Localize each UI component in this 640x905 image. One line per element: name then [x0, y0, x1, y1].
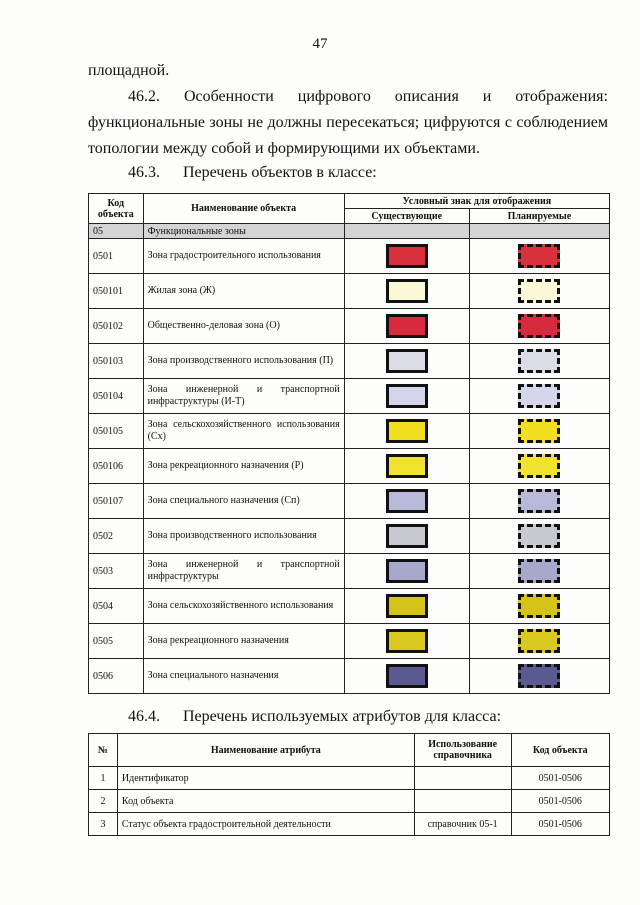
symbol-planned-cell [469, 309, 609, 344]
planned-symbol [518, 664, 560, 688]
object-code: 0502 [89, 519, 144, 554]
attribute-name: Статус объекта градостроительной деятельности [117, 813, 414, 836]
planned-symbol [518, 594, 560, 618]
section-title: Перечень используемых атрибутов для класса: [183, 708, 502, 725]
header-planned: Планируемые [469, 209, 609, 224]
group-code: 05 [89, 224, 144, 239]
table-row [89, 790, 610, 813]
object-name: Жилая зона (Ж) [143, 274, 344, 309]
table-row [89, 379, 610, 414]
object-name: Зона сельскохозяйственного использования [143, 589, 344, 624]
attributes-table [88, 733, 610, 836]
symbol-existing-cell [344, 274, 469, 309]
word: описания [394, 88, 459, 105]
symbol-existing-cell [344, 624, 469, 659]
paragraph-46-2-first-line [88, 84, 608, 110]
table-row [89, 624, 610, 659]
symbol-planned-cell [469, 519, 609, 554]
symbol-planned-cell [469, 554, 609, 589]
object-code: 0503 [89, 554, 144, 589]
object-code: 0501 [89, 239, 144, 274]
table-row [89, 309, 610, 344]
symbol-existing-cell [344, 309, 469, 344]
existing-symbol [386, 454, 428, 478]
page-number: 47 [312, 36, 328, 52]
object-name: Зона рекреационного назначения [143, 624, 344, 659]
object-code: 050107 [89, 484, 144, 519]
object-name: Зона специального назначения [143, 659, 344, 694]
header-reference: Использование справочника [414, 734, 511, 767]
object-code: 0505 [89, 624, 144, 659]
existing-symbol [386, 594, 428, 618]
attribute-object-code: 0501-0506 [511, 767, 609, 790]
existing-symbol [386, 384, 428, 408]
object-code: 050102 [89, 309, 144, 344]
word: Особенности [183, 88, 274, 105]
planned-symbol [518, 419, 560, 443]
header-name: Наименование объекта [143, 194, 344, 224]
existing-symbol [386, 489, 428, 513]
object-name: Зона производственного использования (П) [143, 344, 344, 379]
header-symbol: Условный знак для отображения [344, 194, 609, 209]
table-row [89, 767, 610, 790]
attribute-name: Идентификатор [117, 767, 414, 790]
section-heading-46-3 [128, 164, 377, 182]
existing-symbol [386, 349, 428, 373]
table-row [89, 484, 610, 519]
symbol-existing-cell [344, 484, 469, 519]
planned-symbol [518, 524, 560, 548]
paragraph-46-2 [88, 84, 608, 162]
planned-symbol [518, 244, 560, 268]
symbol-existing-cell [344, 519, 469, 554]
object-code: 050105 [89, 414, 144, 449]
header-object-code: Код объекта [511, 734, 609, 767]
header-attribute-name: Наименование атрибута [117, 734, 414, 767]
planned-symbol [518, 489, 560, 513]
existing-symbol [386, 664, 428, 688]
section-heading-46-4 [128, 708, 501, 726]
planned-symbol [518, 349, 560, 373]
word: и [482, 88, 492, 105]
symbol-planned-cell [469, 379, 609, 414]
existing-symbol [386, 559, 428, 583]
object-code: 0506 [89, 659, 144, 694]
planned-symbol [518, 384, 560, 408]
table-row [89, 659, 610, 694]
symbol-planned-cell [469, 484, 609, 519]
existing-symbol [386, 314, 428, 338]
paragraph-46-2-rest: функциональные зоны не должны пересекаться; цифруются с соблюдением топологии между собой и формирующими их объектами. [88, 114, 608, 157]
attribute-number: 3 [89, 813, 118, 836]
table-row [89, 414, 610, 449]
object-name: Зона инженерной и транспортной инфраструктуры (И-Т) [143, 379, 344, 414]
table-row [89, 519, 610, 554]
existing-symbol [386, 629, 428, 653]
symbol-existing-cell [344, 449, 469, 484]
attribute-reference: справочник 05-1 [414, 813, 511, 836]
planned-symbol [518, 454, 560, 478]
table-row [89, 813, 610, 836]
attribute-name: Код объекта [117, 790, 414, 813]
attribute-object-code: 0501-0506 [511, 813, 609, 836]
group-row [89, 224, 610, 239]
group-name: Функциональные зоны [143, 224, 344, 239]
symbol-existing-cell [344, 659, 469, 694]
attribute-number: 2 [89, 790, 118, 813]
symbol-planned-cell [469, 344, 609, 379]
table-row [89, 344, 610, 379]
object-code: 050104 [89, 379, 144, 414]
group-empty [344, 224, 469, 239]
symbol-planned-cell [469, 239, 609, 274]
table-row [89, 449, 610, 484]
symbol-planned-cell [469, 414, 609, 449]
header-existing: Существующие [344, 209, 469, 224]
attribute-reference [414, 767, 511, 790]
word: 46.2. [128, 88, 160, 105]
object-code: 050103 [89, 344, 144, 379]
object-code: 050101 [89, 274, 144, 309]
object-name: Зона рекреационного назначения (Р) [143, 449, 344, 484]
table-row [89, 554, 610, 589]
planned-symbol [518, 314, 560, 338]
paragraph-continuation: площадной. [88, 62, 170, 79]
attribute-reference [414, 790, 511, 813]
object-code: 0504 [89, 589, 144, 624]
symbol-planned-cell [469, 589, 609, 624]
objects-table [88, 193, 610, 694]
word: цифрового [297, 88, 371, 105]
symbol-existing-cell [344, 344, 469, 379]
header-code: Код объекта [89, 194, 144, 224]
existing-symbol [386, 419, 428, 443]
symbol-existing-cell [344, 379, 469, 414]
group-empty [469, 224, 609, 239]
section-number: 46.4. [128, 708, 160, 725]
object-code: 050106 [89, 449, 144, 484]
object-name: Зона производственного использования [143, 519, 344, 554]
symbol-planned-cell [469, 274, 609, 309]
symbol-planned-cell [469, 449, 609, 484]
object-name: Зона специального назначения (Сп) [143, 484, 344, 519]
object-name: Общественно-деловая зона (О) [143, 309, 344, 344]
object-name: Зона инженерной и транспортной инфраструктуры [143, 554, 344, 589]
object-name: Зона сельскохозяйственного использования (Сх) [143, 414, 344, 449]
table-row [89, 274, 610, 309]
symbol-planned-cell [469, 659, 609, 694]
attribute-object-code: 0501-0506 [511, 790, 609, 813]
symbol-planned-cell [469, 624, 609, 659]
symbol-existing-cell [344, 589, 469, 624]
symbol-existing-cell [344, 554, 469, 589]
section-number: 46.3. [128, 164, 160, 181]
section-title: Перечень объектов в классе: [183, 164, 377, 181]
attribute-number: 1 [89, 767, 118, 790]
existing-symbol [386, 244, 428, 268]
word: отображения: [515, 88, 608, 105]
symbol-existing-cell [344, 414, 469, 449]
symbol-existing-cell [344, 239, 469, 274]
header-number: № [89, 734, 118, 767]
planned-symbol [518, 559, 560, 583]
table-row [89, 589, 610, 624]
table-row [89, 239, 610, 274]
planned-symbol [518, 279, 560, 303]
object-name: Зона градостроительного использования [143, 239, 344, 274]
existing-symbol [386, 279, 428, 303]
planned-symbol [518, 629, 560, 653]
existing-symbol [386, 524, 428, 548]
